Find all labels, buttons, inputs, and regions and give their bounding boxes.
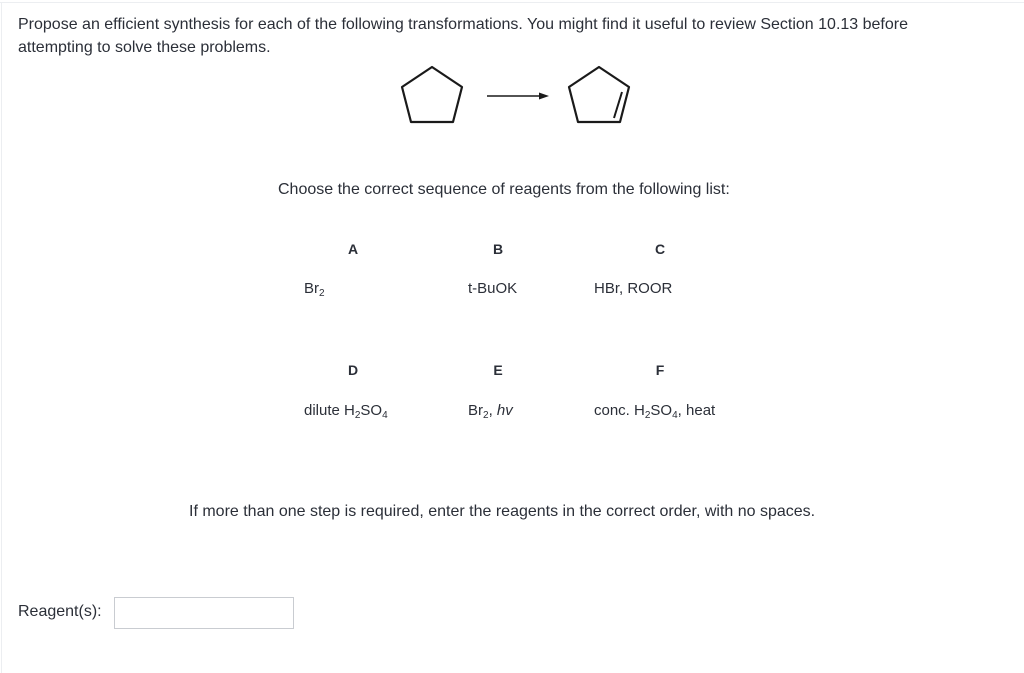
reaction-arrow-head [539,93,549,100]
option-letter-a: A [347,241,359,257]
option-reagent-e: $Br_2$, hv [468,402,513,421]
cyclopentane-structure [402,67,462,122]
option-letter-c: C [654,241,666,257]
reaction-scheme [400,64,640,130]
option-letter-b: B [492,241,504,257]
answer-label: Reagent(s): [18,603,102,620]
option-letter-d: D [347,362,359,378]
option-reagent-c: HBr, ROOR [594,280,673,297]
question-text: Propose an efficient synthesis for each of the following transformations. You might find it useful to review Section 10.13 before attempting to solve these problems. [18,16,908,56]
option-reagent-a: $Br_2$ [304,280,325,299]
option-reagent-d: dilute $H_2SO_4$ [304,402,388,421]
cyclopentene-structure [569,67,629,122]
option-reagent-f: conc. $H_2SO_4$, heat [594,402,716,421]
option-letter-e: E [493,362,503,378]
instruction-text: Choose the correct sequence of reagents from the following list: [278,181,730,198]
option-letter-f: F [655,362,665,378]
instruction-note: If more than one step is required, enter the reagents in the correct order, with no spaces. [189,503,816,520]
cyclopentene-double-bond [614,92,622,118]
reagents-answer-input[interactable] [114,597,294,629]
option-reagent-b: t-BuOK [468,280,518,297]
frame-border-top [0,2,1024,3]
frame-border-left [1,2,2,673]
